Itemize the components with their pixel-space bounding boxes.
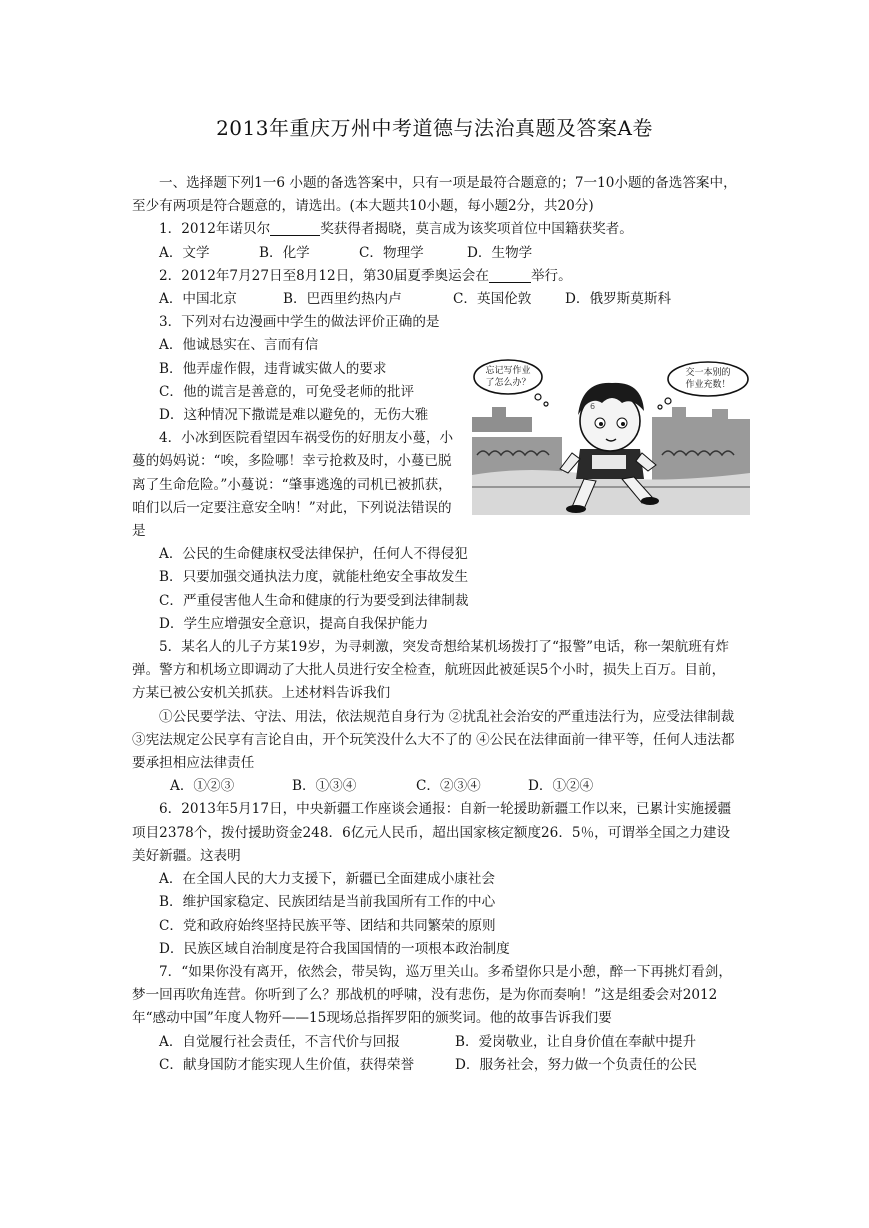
option-d: D．俄罗斯莫斯科 <box>565 291 672 308</box>
question-5-options <box>132 775 738 798</box>
option-c: C．他的谎言是善意的，可免受老师的批评 <box>159 383 415 400</box>
sweat-mark: 6 <box>590 402 596 411</box>
bubble-left-text-1: 忘记写作业 <box>485 366 531 376</box>
question-1-stem-a: 1．2012年诺贝尔 <box>159 221 271 238</box>
question-2 <box>132 265 738 288</box>
option-c: C．②③④ <box>416 778 481 795</box>
option-a: A．文学 <box>159 244 210 261</box>
option-b: B．巴西里约热内卢 <box>283 291 402 308</box>
question-3: 3．下列对右边漫画中学生的做法评价正确的是 <box>159 314 440 331</box>
bubble-right-text-2: 作业充数！ <box>685 380 731 390</box>
option-b: B．维护国家稳定、民族团结是当前我国所有工作的中心 <box>159 894 496 911</box>
question-2-options <box>132 288 738 311</box>
option-a: A．公民的生命健康权受法律保护，任何人不得侵犯 <box>159 546 468 563</box>
option-c: C．英国伦敦 <box>453 291 532 308</box>
question-2-stem-b: 举行。 <box>530 267 572 284</box>
option-d: D．服务社会，努力做一个负责任的公民 <box>455 1056 697 1073</box>
question-7-options-row-2 <box>132 1054 738 1077</box>
cartoon-illustration <box>472 357 750 515</box>
question-1-options <box>132 242 738 265</box>
bubble-right-text-1: 交一本别的 <box>685 368 731 378</box>
option-a: A．在全国人民的大力支援下，新疆已全面建成小康社会 <box>159 871 496 888</box>
question-4: 4．小冰到医院看望因车祸受伤的好朋友小蔓，小蔓的妈妈说：“唉，多险哪！幸亏抢救及时，小蔓已脱离了生命危险。”小蔓说：“肇事逃逸的司机已被抓获，咱们以后一定要注意安全呐！”对此，下列说法错误的是 <box>132 430 454 540</box>
answer-blank <box>489 266 531 283</box>
answer-blank <box>270 219 320 236</box>
option-d: D．学生应增强安全意识，提高自我保护能力 <box>159 615 429 632</box>
question-1 <box>132 218 738 241</box>
option-d: D．①②④ <box>528 778 594 795</box>
question-1-stem-b: 奖获得者揭晓，莫言成为该奖项首位中国籍获奖者。 <box>320 221 633 238</box>
option-a: A．自觉履行社会责任，不言代价与回报 <box>159 1033 400 1050</box>
question-7-options-row-1 <box>132 1031 738 1054</box>
question-2-stem-a: 2．2012年7月27日至8月12日，第30届夏季奥运会在 <box>159 267 489 284</box>
option-b: B．化学 <box>259 244 310 261</box>
page-title: 2013年重庆万州中考道德与法治真题及答案A卷 <box>216 116 653 140</box>
option-c: C．献身国防才能实现人生价值，获得荣誉 <box>159 1056 415 1073</box>
option-b: B．他弄虚作假，违背诚实做人的要求 <box>159 360 387 377</box>
option-a: A．中国北京 <box>159 291 237 308</box>
option-d: D．民族区域自治制度是符合我国国情的一项根本政治制度 <box>159 940 510 957</box>
option-b: B．只要加强交通执法力度，就能杜绝安全事故发生 <box>159 569 469 586</box>
section-intro: 一、选择题下列1一6 小题的备选答案中，只有一项是最符合题意的；7一10小题的备选答案中，至少有两项是符合题意的，请选出。(本大题共10小题，每小题2分，共20分) <box>132 175 737 215</box>
option-a: A．①②③ <box>170 778 235 795</box>
exam-content <box>132 172 738 1077</box>
question-5-items: ①公民要学法、守法、用法，依法规范自身行为 ②扰乱社会治安的严重违法行为，应受法律制裁 ③宪法规定公民享有言论自由，开个玩笑没什么大不了的 ④公民在法律面前一律平等，任何人违法都要承担相应法律责任 <box>132 708 735 772</box>
option-d: D．这种情况下撒谎是难以避免的，无伤大雅 <box>159 407 429 424</box>
option-c: C．严重侵害他人生命和健康的行为要受到法律制裁 <box>159 592 469 609</box>
option-c: C．党和政府始终坚持民族平等、团结和共同繁荣的原则 <box>159 917 496 934</box>
option-b: B．爱岗敬业，让自身价值在奉献中提升 <box>455 1033 697 1050</box>
option-b: B．①③④ <box>292 778 357 795</box>
question-5: 5．某名人的儿子方某19岁，为寻刺激，突发奇想给某机场拨打了“报警”电话，称一架航班有炸弹。警方和机场立即调动了大批人员进行安全检查，航班因此被延误5个小时，损失上百万。目前，方某已被公安机关抓获。上述材料告诉我们 <box>132 639 729 702</box>
option-a: A．他诚恳实在、言而有信 <box>159 337 319 354</box>
option-d: D．生物学 <box>467 244 533 261</box>
option-c: C．物理学 <box>359 244 424 261</box>
question-7: 7．“如果你没有离开，依然会，带吴钩，巡万里关山。多希望你只是小憩，醉一下再挑灯看剑，梦一回再吹角连营。你听到了么？那战机的呼啸，没有悲伤，是为你而奏响！”这是组委会对2012年“感动中国”年度人物歼——15现场总指挥罗阳的颁奖词。他的故事告诉我们要 <box>132 963 732 1027</box>
question-6: 6．2013年5月17日，中央新疆工作座谈会通报：自新一轮援助新疆工作以来，已累计实施援疆项目2378个，拨付援助资金248．6亿元人民币，超出国家核定额度26．5％，可谓举全国之力建设美好新疆。这表明 <box>132 801 732 864</box>
bubble-left-text-2: 了怎么办？ <box>485 378 531 388</box>
